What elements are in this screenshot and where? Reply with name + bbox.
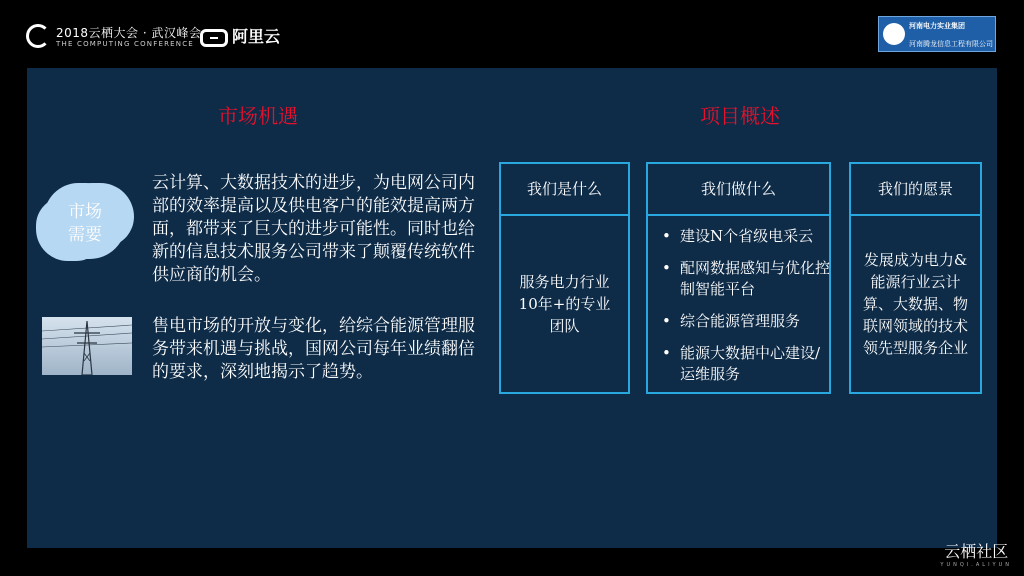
power-tower-image <box>42 317 132 375</box>
our-vision-body: 发展成为电力&能源行业云计算、大数据、物联网领域的技术领先型服务企业 <box>863 251 969 357</box>
partner-emblem-icon <box>883 23 905 45</box>
yunqi-community-logo <box>940 539 1012 568</box>
what-we-are-title: 我们是什么 <box>501 164 628 216</box>
conference-subtitle: THE COMPUTING CONFERENCE <box>56 40 194 48</box>
cloud-label-1: 市场 <box>68 202 102 222</box>
conference-logo-icon <box>26 24 50 48</box>
top-bar <box>0 0 1024 68</box>
partner-name-1: 河南电力实业集团 <box>909 22 965 30</box>
list-item: • 配网数据感知与优化控制智能平台 <box>662 258 832 300</box>
aliyun-logo <box>200 24 280 47</box>
conference-title: 2018云栖大会 · 武汉峰会 <box>56 26 202 40</box>
community-sub: YUNQI.ALIYUN <box>940 562 1012 568</box>
our-vision-title: 我们的愿景 <box>851 164 980 216</box>
what-we-do-title: 我们做什么 <box>648 164 829 216</box>
aliyun-logo-text: 阿里云 <box>232 27 281 46</box>
market-paragraph-1: 云计算、大数据技术的进步，为电网公司内部的效率提高以及供电客户的能效提高两方面，都带来了巨大的进步可能性。同时也给新的信息技术服务公司带来了颠覆传统软件供应商的机会。 <box>152 173 475 285</box>
list-item: • 综合能源管理服务 <box>662 311 832 332</box>
what-we-do-list <box>662 226 832 396</box>
market-need-cloud-icon <box>44 183 126 259</box>
what-we-are-body: 服务电力行业10年+的专业团队 <box>518 273 611 335</box>
aliyun-mark-icon <box>200 29 228 47</box>
list-item: • 建设N个省级电采云 <box>662 226 832 247</box>
market-opportunity-heading: 市场机遇 <box>218 104 298 128</box>
list-item: • 能源大数据中心建设/运维服务 <box>662 343 832 385</box>
partner-name-2: 河南腾龙信息工程有限公司 <box>909 40 993 48</box>
our-vision-box <box>849 162 982 394</box>
partner-logo <box>878 16 996 52</box>
market-paragraph-2: 售电市场的开放与变化，给综合能源管理服务带来机遇与挑战，国网公司每年业绩翻倍的要求，深刻地揭示了趋势。 <box>152 316 475 382</box>
what-we-do-box <box>646 162 831 394</box>
cloud-label-2: 需要 <box>68 225 102 245</box>
community-label: 云栖社区 <box>944 542 1009 561</box>
what-we-are-box <box>499 162 630 394</box>
project-overview-heading: 项目概述 <box>700 104 780 128</box>
